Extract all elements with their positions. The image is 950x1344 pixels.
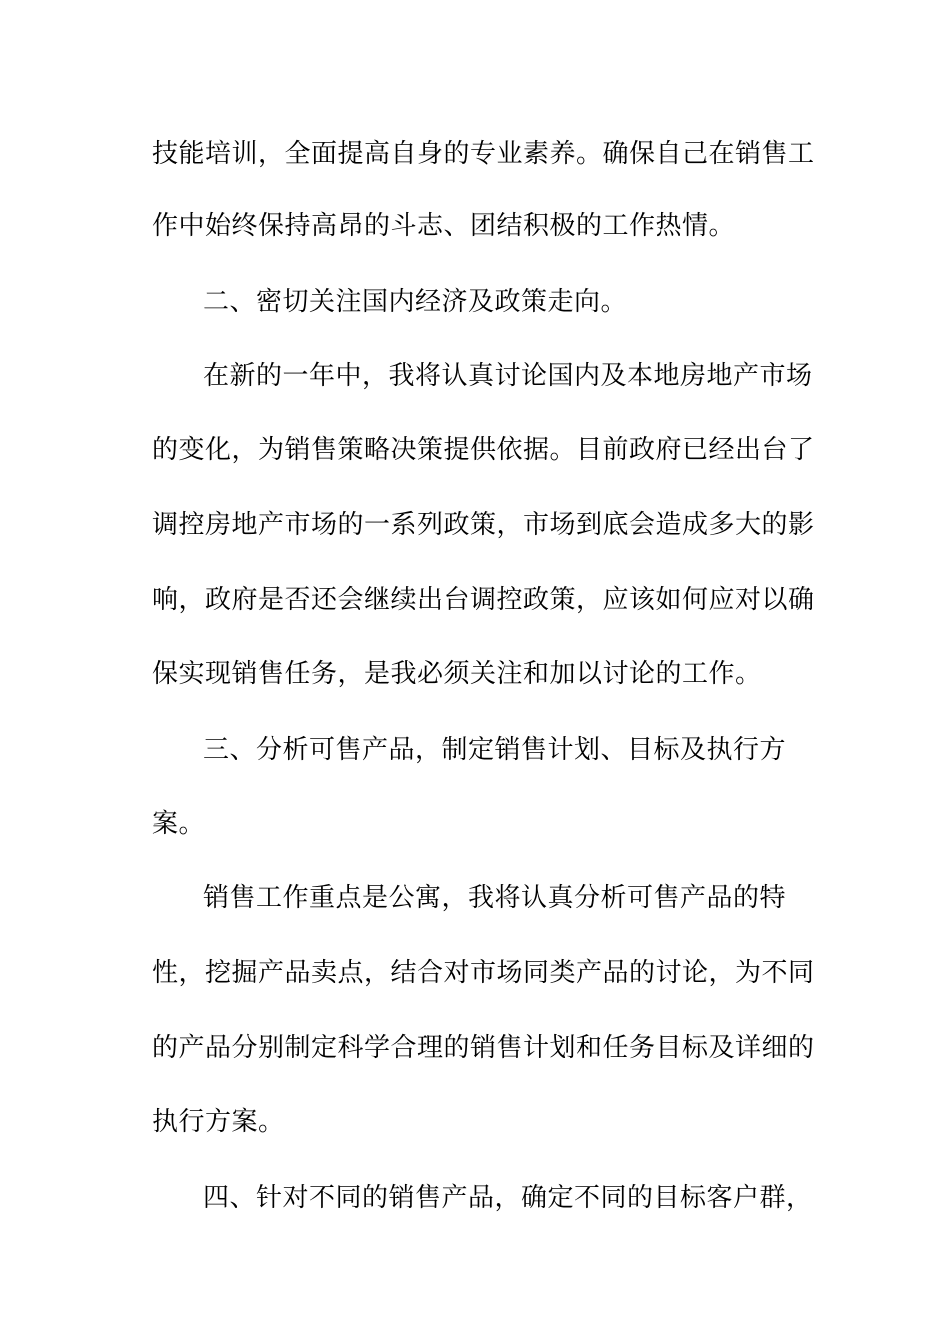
section-heading-2: 二、密切关注国内经济及政策走向。 — [203, 287, 628, 317]
text-line-2: 作中始终保持高昂的斗志、团结积极的工作热情。 — [152, 211, 736, 241]
text-line-14: 执行方案。 — [152, 1107, 285, 1137]
text-line-6: 调控房地产市场的一系列政策，市场到底会造成多大的影 — [152, 510, 815, 540]
text-line-12: 性，挖掘产品卖点，结合对市场同类产品的讨论，为不同 — [152, 958, 815, 988]
text-line-1: 技能培训，全面提高自身的专业素养。确保自己在销售工 — [152, 139, 815, 169]
section-heading-3: 三、分析可售产品，制定销售计划、目标及执行方 — [203, 735, 787, 765]
text-line-11: 销售工作重点是公寓，我将认真分析可售产品的特 — [203, 883, 787, 913]
text-line-5: 的变化，为销售策略决策提供依据。目前政府已经出台了 — [152, 435, 815, 465]
text-line-4: 在新的一年中，我将认真讨论国内及本地房地产市场 — [203, 361, 813, 391]
text-line-8: 保实现销售任务，是我必须关注和加以讨论的工作。 — [152, 659, 762, 689]
section-heading-3-cont: 案。 — [152, 809, 206, 839]
text-line-7: 响，政府是否还会继续出台调控政策，应该如何应对以确 — [152, 585, 815, 615]
text-line-13: 的产品分别制定科学合理的销售计划和任务目标及详细的 — [152, 1033, 815, 1063]
section-heading-4: 四、针对不同的销售产品，确定不同的目标客户群， — [203, 1183, 813, 1213]
